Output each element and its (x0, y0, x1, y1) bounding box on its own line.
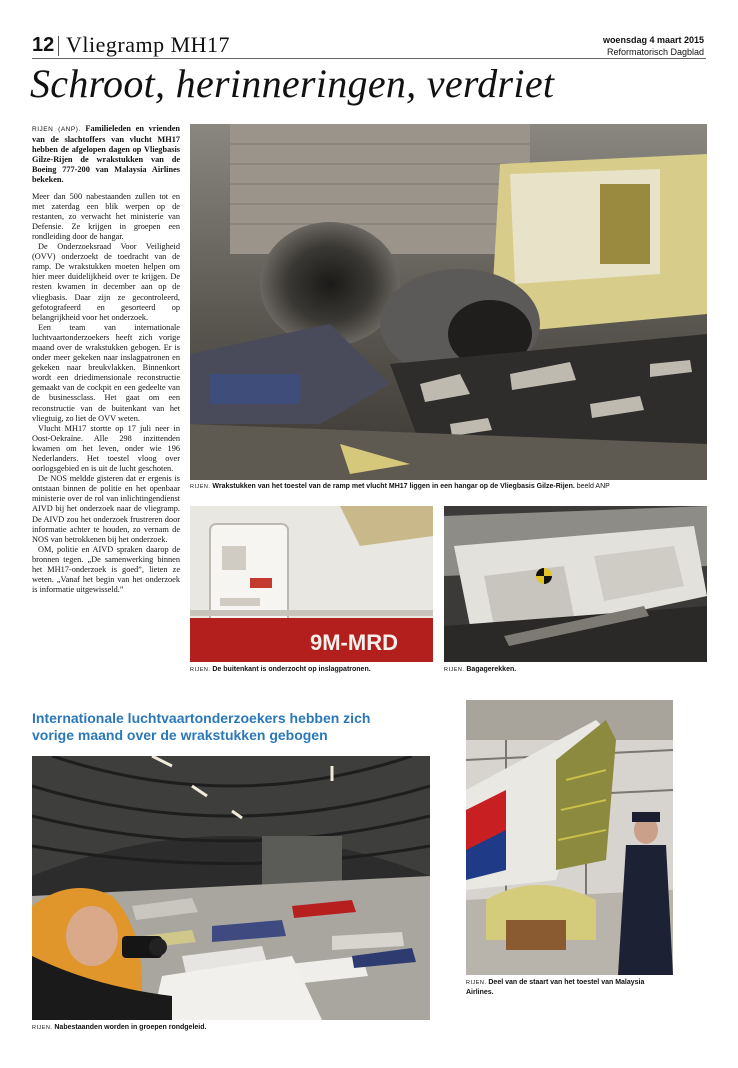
page-number: 12 (32, 34, 55, 56)
article-body (32, 124, 180, 595)
main-photo-caption (190, 482, 707, 492)
racks-photo (444, 506, 707, 662)
caption-text: De buitenkant is onderzocht op inslagpatronen. (212, 666, 371, 673)
caption-text: Nabestaanden worden in groepen rondgeleid. (54, 1024, 207, 1031)
paragraph: De Onderzoeksraad Voor Veiligheid (OVV) onderzoekt de toedracht van de ramp. De wrakstukken moeten helpen om hier meer duidelijkheid over te krijgen. De resten kwamen in december aan op de vliegbasis. Daar zijn ze gecontroleerd, gefotografeerd en gesorteerd op belangrijkheid voor het onderzoek. (32, 242, 180, 322)
lead-text: Familieleden en vrienden van de slachtoffers van vlucht MH17 hebben de afgelopen dagen op Vliegbasis Gilze-Rijen de wrakstukken van de Boeing 777-200 van Malaysia Airlines bekeken. (32, 124, 180, 185)
paragraph: Vlucht MH17 stortte op 17 juli neer in Oost-Oekraïne. Alle 298 inzittenden kwamen om het leven, onder wie 196 Nederlanders. Het toestel vloog over oorlogsgebied en is uit de lucht geschoten. (32, 423, 180, 474)
dateline: RIJEN (ANP). (32, 126, 81, 133)
caption-location: RIJEN. (444, 667, 465, 673)
main-photo (190, 124, 707, 480)
door-photo (190, 506, 433, 662)
racks-photo-caption (444, 665, 707, 675)
caption-text: Bagagerekken. (466, 666, 517, 673)
paragraph: De NOS meldde gisteren dat er ergenis is ontstaan binnen de politie en het openbaar ministerie over de rol van inlichtingendienst AIVD bij het onderzoek naar de vliegramp. De AIVD zou het onderzoek frustreren door informatie achter te houden, zo vernam de NOS van betrokkenen bij het onderzoek. (32, 474, 180, 544)
paragraph: OM, politie en AIVD spraken daarop de bronnen tegen. „De samenwerking binnen het MH17-onderzoek is goed”, lieten ze weten. „Vanaf het begin van het onderzoek is informatie uitgewisseld.” (32, 544, 180, 595)
masthead-info (603, 34, 704, 58)
tail-photo (466, 700, 673, 975)
subheading: Internationale luchtvaartonderzoekers hebben zich vorige maand over de wrakstukken gebogen (32, 710, 371, 743)
paragraph: Een team van internationale luchtvaartonderzoekers heeft zich vorige maand over de wrakstukken gebogen. Er is onder meer gekeken naar inslagpatronen en gekeken naar breukvlakken. Binnenkort wordt een driedimensionale reconstructie gemaakt van de cockpit en een gedeelte van de businessclass. Het gaat om een reconstructie van de buitenkant van het vliegtuig, zo liet de OVV weten. (32, 322, 180, 423)
caption-location: RIJEN. (190, 667, 211, 673)
paragraph: Meer dan 500 nabestaanden zullen tot en met zaterdag een blik werpen op de restanten, zo verwacht het ministerie van Defensie. Ze krijgen in groepen een rondleiding door de hangar. (32, 191, 180, 241)
caption-location: RIJEN. (190, 484, 211, 490)
caption-location: RIJEN. (32, 1025, 53, 1031)
hangar-photo (32, 756, 430, 1020)
publication-name: Reformatorisch Dagblad (606, 47, 704, 57)
caption-text: Deel van de staart van het toestel van Malaysia Airlines. (466, 979, 645, 996)
caption-text: Wrakstukken van het toestel van de ramp met vlucht MH17 liggen in een hangar op de Vliegbasis Gilze-Rijen. (212, 483, 575, 490)
photo-credit: beeld ANP (576, 483, 610, 490)
registration-mark: 9M-MRD (310, 630, 398, 655)
issue-date: woensdag 4 maart 2015 (602, 35, 704, 45)
door-photo-caption (190, 665, 433, 675)
header-divider (58, 36, 59, 56)
header-rule (32, 58, 706, 59)
lead-paragraph (32, 124, 180, 186)
hangar-photo-caption (32, 1023, 430, 1033)
section-title: Vliegramp MH17 (66, 32, 231, 57)
caption-location: RIJEN. (466, 980, 487, 986)
tail-photo-caption (466, 978, 673, 997)
headline: Schroot, herinneringen, verdriet (30, 61, 555, 106)
